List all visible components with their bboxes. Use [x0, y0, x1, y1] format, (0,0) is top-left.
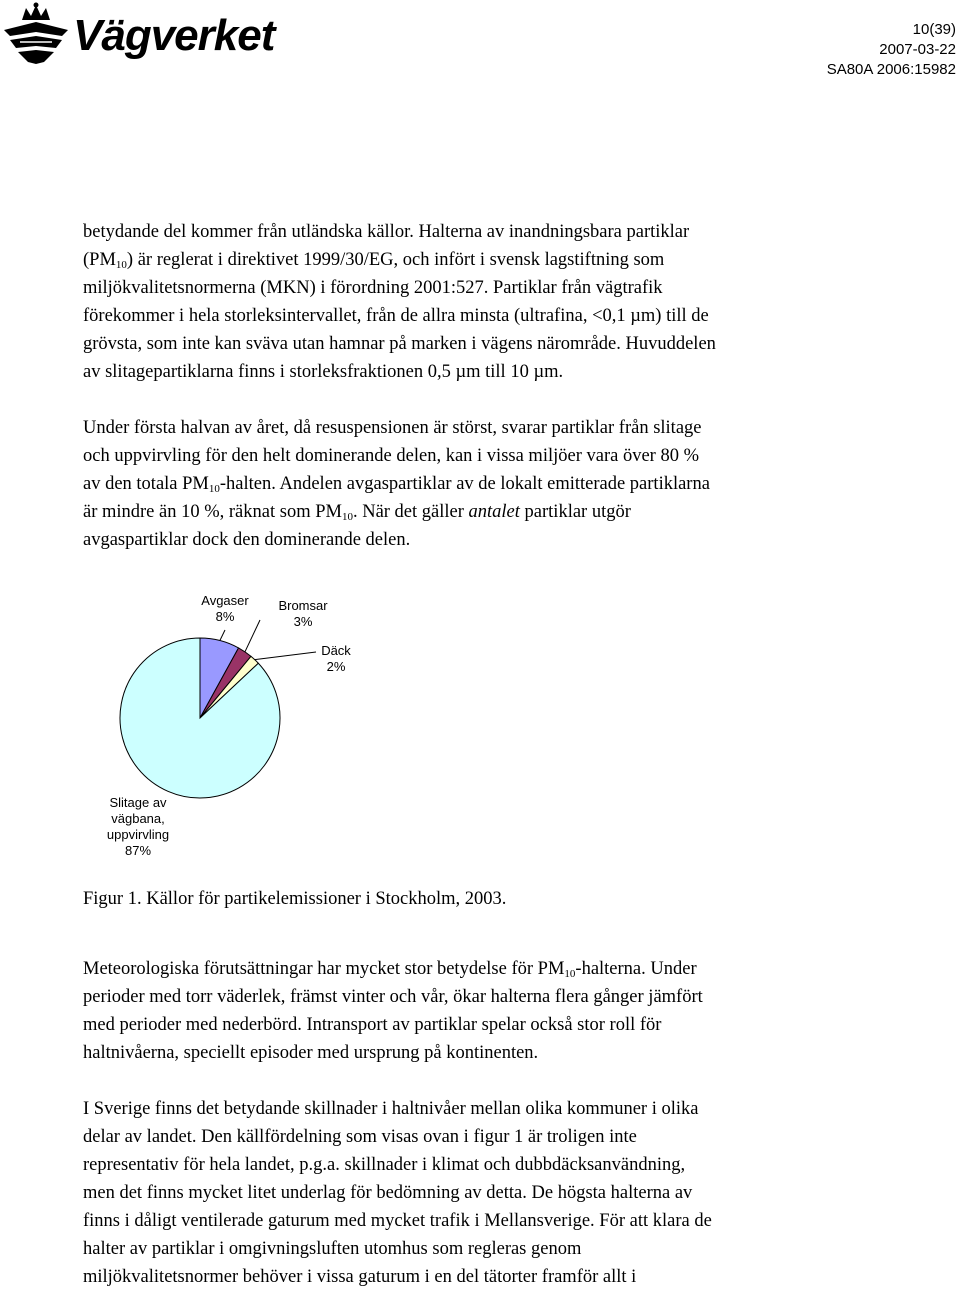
document-reference: SA80A 2006:15982: [826, 61, 956, 78]
text-line: [83, 246, 803, 274]
slice-label-text: uppvirvling: [106, 827, 170, 842]
pie-chart: [80, 580, 380, 880]
slice-label-text: Bromsar: [278, 598, 328, 613]
text-line: finns i dåligt ventilerade gaturum med mycket trafik i Mellansverige. För att klara de: [83, 1211, 712, 1231]
text-line: delar av landet. Den källfördelning som visas ovan i figur 1 är troligen inte: [83, 1127, 637, 1147]
text-line: representativ för hela landet, p.g.a. skillnader i klimat och dubbdäcksanvändning,: [83, 1155, 686, 1175]
slice-label-text: vägbana,: [111, 811, 165, 826]
text-line: haltnivåerna, speciellt episoder med ursprung på kontinenten.: [83, 1043, 539, 1063]
text-line: Under första halvan av året, då resuspensionen är störst, svarar partiklar från slitage: [83, 418, 702, 438]
paragraph-3: [83, 955, 803, 1067]
slice-label-text: Avgaser: [201, 593, 249, 608]
vagverket-logo: [0, 2, 290, 66]
text-fragment: ) är reglerat i direktivet 1999/30/EG, och infört i svensk lagstiftning som: [126, 250, 665, 270]
figure-caption: Figur 1. Källor för partikelemissioner i Stockholm, 2003.: [83, 889, 507, 909]
text-line: betydande del kommer från utländska källor. Halterna av inandningsbara partiklar: [83, 222, 690, 242]
text-line: miljökvalitetsnormerna (MKN) i förordning 2001:527. Partiklar från vägtrafik: [83, 278, 663, 298]
text-fragment: Meteorologiska förutsättningar har mycket stor betydelse för PM: [83, 959, 565, 979]
text-line: I Sverige finns det betydande skillnader i haltnivåer mellan olika kommuner i olika: [83, 1099, 699, 1119]
page-number: 10(39): [912, 21, 956, 38]
text-fragment: . När det gäller: [352, 502, 469, 522]
text-fragment: -halten. Andelen avgaspartiklar av de lokalt emitterade partiklarna: [219, 474, 710, 494]
subscript: 10: [115, 259, 127, 271]
text-line: miljökvalitetsnormer behöver i vissa gaturum i en del tätorter framför allt i: [83, 1267, 637, 1287]
leader-line: [220, 630, 225, 641]
text-fragment: -halterna. Under: [575, 959, 697, 979]
paragraph-4: [83, 1095, 803, 1291]
text-fragment: av den totala PM: [83, 474, 209, 494]
text-line: [83, 955, 803, 983]
logo-wordmark: Vägverket: [73, 11, 275, 60]
text-line: perioder med torr väderlek, främst vinter och vår, ökar halterna flera gånger jämfört: [83, 987, 703, 1007]
subscript: 10: [564, 968, 576, 980]
text-line: halter av partiklar i omgivningsluften utomhus som regleras genom: [83, 1239, 582, 1259]
text-line: [83, 470, 803, 498]
document-header-info: [827, 20, 956, 80]
slice-label-value: 87%: [124, 843, 152, 858]
text-line: av slitagepartiklarna finns i storleksfraktionen 0,5 µm till 10 µm.: [83, 362, 564, 382]
emphasis: antalet: [468, 502, 520, 522]
slice-label-avgaser: [185, 593, 265, 625]
crown-emblem-icon: [0, 2, 72, 66]
text-line: och uppvirvling för den helt dominerande delen, kan i vissa miljöer vara över 80 %: [83, 446, 699, 466]
text-line: med perioder med nederbörd. Intransport av partiklar spelar också stor roll för: [83, 1015, 662, 1035]
slice-label-dack: [306, 643, 366, 675]
text-fragment: (PM: [83, 250, 116, 270]
text-line: grövsta, som inte kan sväva utan hamnar på marken i vägens närområde. Huvuddelen: [83, 334, 716, 354]
text-fragment: partiklar utgör: [519, 502, 631, 522]
paragraph-1: [83, 218, 803, 386]
slice-label-text: Däck: [321, 643, 351, 658]
paragraph-2: [83, 414, 803, 554]
slice-label-text: Slitage av: [109, 795, 167, 810]
slice-label-value: 8%: [215, 609, 235, 624]
text-line: men det finns mycket litet underlag för bedömning av detta. De högsta halterna av: [83, 1183, 693, 1203]
text-fragment: är mindre än 10 %, räknat som PM: [83, 502, 342, 522]
text-line: [83, 498, 803, 526]
slice-label-value: 2%: [326, 659, 346, 674]
slice-label-slitage: [88, 795, 188, 859]
slice-label-bromsar: [263, 598, 343, 630]
slice-label-value: 3%: [293, 614, 313, 629]
subscript: 10: [208, 483, 220, 495]
text-line: avgaspartiklar dock den dominerande delen.: [83, 530, 411, 550]
document-date: 2007-03-22: [879, 41, 956, 58]
subscript: 10: [341, 511, 353, 523]
text-line: förekommer i hela storleksintervallet, från de allra minsta (ultrafina, <0,1 µm) till de: [83, 306, 709, 326]
